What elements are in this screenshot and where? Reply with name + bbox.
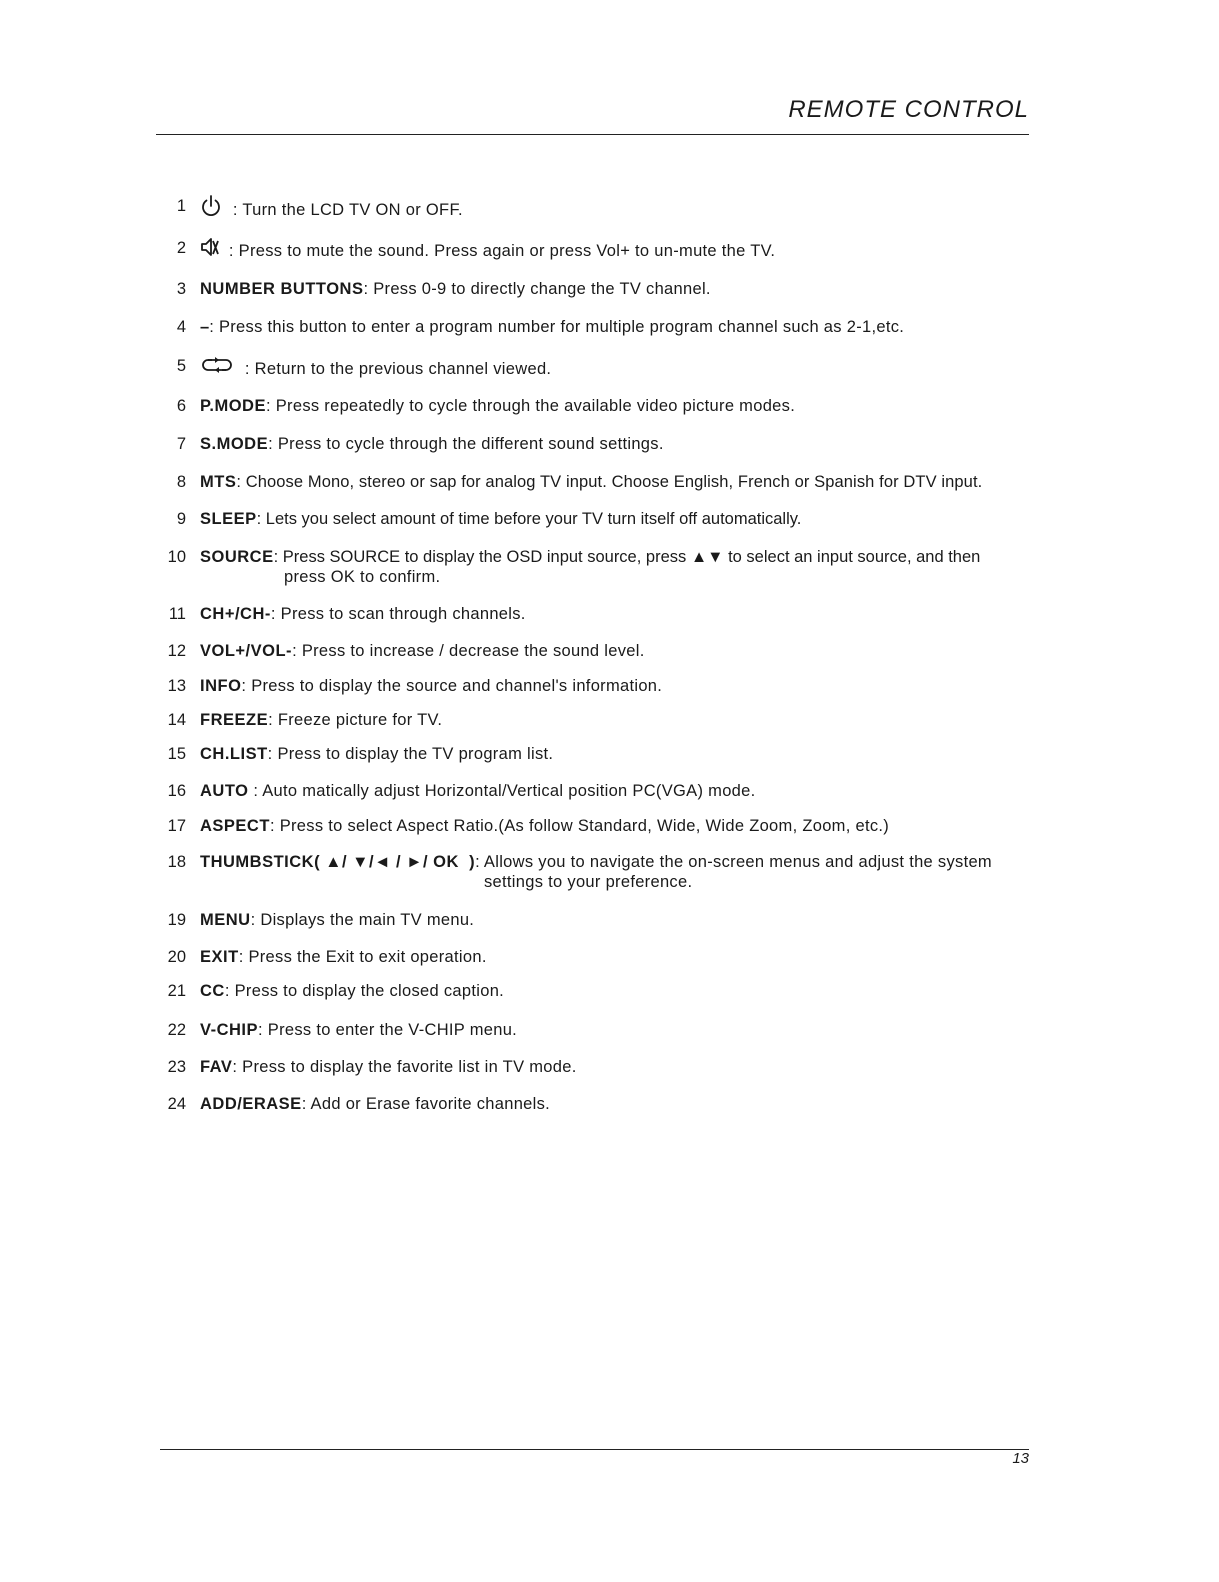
button-name: SOURCE bbox=[200, 548, 274, 566]
item-number: 4 bbox=[176, 318, 186, 336]
footer-divider bbox=[160, 1449, 1029, 1450]
button-name: MENU bbox=[200, 911, 251, 929]
item-number: 8 bbox=[176, 473, 186, 491]
button-name: CH+/CH- bbox=[200, 605, 271, 623]
button-name: P.MODE bbox=[200, 397, 266, 415]
item-number: 6 bbox=[176, 397, 186, 415]
item-description: : Choose Mono, stereo or sap for analog TV input. Choose English, French or Spanish for DTV input. bbox=[236, 473, 983, 491]
item-description: : Lets you select amount of time before your TV turn itself off automatically. bbox=[256, 510, 802, 528]
item-number: 5 bbox=[176, 357, 186, 375]
item-number: 18 bbox=[167, 853, 186, 871]
item-description: : Press to display the closed caption. bbox=[224, 982, 505, 1000]
item-description: : Press this button to enter a program number for multiple program channel such as 2-1,etc. bbox=[209, 318, 905, 336]
item-content bbox=[200, 356, 551, 383]
button-name: EXIT bbox=[200, 948, 239, 966]
item-content bbox=[200, 947, 487, 967]
item-description: : Press to select Aspect Ratio.(As follow Standard, Wide, Wide Zoom, Zoom, etc.) bbox=[269, 817, 890, 835]
button-name: NUMBER BUTTONS bbox=[200, 280, 364, 298]
item-description: : Press to increase / decrease the sound level. bbox=[292, 642, 645, 660]
item-description: : Press to scan through channels. bbox=[270, 605, 526, 623]
item-number: 7 bbox=[176, 435, 186, 453]
item-description-continued: press OK to confirm. bbox=[284, 568, 441, 586]
item-description: : Press to display the source and channel's information. bbox=[241, 677, 663, 695]
button-name: S.MODE bbox=[200, 435, 269, 453]
item-content bbox=[200, 852, 992, 892]
item-content bbox=[200, 1057, 577, 1077]
item-number: 11 bbox=[168, 605, 186, 623]
item-number: 2 bbox=[176, 239, 186, 257]
item-description: : Press 0-9 to directly change the TV channel. bbox=[363, 280, 711, 298]
item-number: 12 bbox=[167, 642, 186, 660]
item-content bbox=[200, 710, 442, 730]
item-description: : Press repeatedly to cycle through the available video picture modes. bbox=[265, 397, 796, 415]
button-name: V-CHIP bbox=[200, 1021, 259, 1039]
item-description: : Press to display the TV program list. bbox=[267, 745, 554, 763]
item-content bbox=[200, 744, 553, 764]
item-content bbox=[200, 279, 711, 299]
item-number: 1 bbox=[176, 197, 186, 215]
button-name: CH.LIST bbox=[200, 745, 268, 763]
item-number: 22 bbox=[167, 1021, 186, 1039]
item-description: : Press SOURCE to display the OSD input source, press ▲▼ to select an input source, and then bbox=[273, 548, 981, 566]
item-content bbox=[200, 472, 982, 492]
item-description: : Press to mute the sound. Press again or press Vol+ to un-mute the TV. bbox=[224, 241, 776, 260]
button-name: FREEZE bbox=[200, 711, 269, 729]
page-title: REMOTE CONTROL bbox=[788, 96, 1029, 123]
item-content bbox=[200, 1094, 550, 1114]
item-content bbox=[200, 238, 775, 265]
button-name: MTS bbox=[200, 473, 237, 491]
item-number: 21 bbox=[167, 982, 186, 1000]
item-number: 17 bbox=[167, 817, 186, 835]
item-number: 14 bbox=[167, 711, 186, 729]
item-number: 3 bbox=[176, 280, 186, 298]
item-description: : Turn the LCD TV ON or OFF. bbox=[228, 200, 463, 219]
button-name: ADD/ERASE bbox=[200, 1095, 302, 1113]
button-name: THUMBSTICK( ▲/ ▼/◄ / ►/ OK ) bbox=[200, 853, 476, 871]
item-number: 20 bbox=[167, 948, 186, 966]
item-description: : Press to cycle through the different sound settings. bbox=[268, 435, 664, 453]
button-name: SLEEP bbox=[200, 510, 257, 528]
item-description: : Return to the previous channel viewed. bbox=[240, 359, 552, 378]
button-name: VOL+/VOL- bbox=[200, 642, 293, 660]
item-number: 15 bbox=[167, 745, 186, 763]
button-name: CC bbox=[200, 982, 225, 1000]
item-content bbox=[200, 1020, 517, 1040]
item-number: 9 bbox=[176, 510, 186, 528]
button-name: INFO bbox=[200, 677, 242, 695]
button-name: AUTO bbox=[200, 782, 249, 800]
header-divider bbox=[156, 134, 1029, 135]
button-name: ASPECT bbox=[200, 817, 270, 835]
item-content bbox=[200, 396, 795, 416]
power-icon bbox=[200, 194, 222, 223]
dash-icon: – bbox=[200, 318, 210, 336]
recall-icon bbox=[200, 354, 234, 381]
item-content bbox=[200, 981, 504, 1001]
item-number: 24 bbox=[167, 1095, 186, 1113]
item-description: : Press to enter the V-CHIP menu. bbox=[258, 1021, 518, 1039]
button-name: FAV bbox=[200, 1058, 233, 1076]
item-description-continued: settings to your preference. bbox=[484, 873, 693, 891]
item-description: : Freeze picture for TV. bbox=[268, 711, 443, 729]
item-number: 10 bbox=[167, 548, 186, 566]
item-content bbox=[200, 676, 662, 696]
item-number: 23 bbox=[167, 1058, 186, 1076]
item-content bbox=[200, 317, 904, 337]
item-content bbox=[200, 547, 980, 587]
item-content bbox=[200, 910, 474, 930]
item-content bbox=[200, 816, 889, 836]
item-description: : Displays the main TV menu. bbox=[250, 911, 475, 929]
item-content bbox=[200, 641, 645, 661]
item-content bbox=[200, 196, 463, 225]
item-description: : Allows you to navigate the on-screen menus and adjust the system bbox=[475, 853, 992, 871]
item-number: 19 bbox=[167, 911, 186, 929]
item-description: : Auto matically adjust Horizontal/Vertical position PC(VGA) mode. bbox=[248, 782, 756, 800]
mute-icon bbox=[200, 236, 220, 263]
item-content bbox=[200, 509, 801, 529]
item-description: : Add or Erase favorite channels. bbox=[301, 1095, 551, 1113]
item-content bbox=[200, 781, 756, 801]
item-number: 16 bbox=[167, 782, 186, 800]
item-content bbox=[200, 434, 664, 454]
item-content bbox=[200, 604, 526, 624]
item-number: 13 bbox=[167, 677, 186, 695]
item-description: : Press the Exit to exit operation. bbox=[238, 948, 487, 966]
item-description: : Press to display the favorite list in TV mode. bbox=[232, 1058, 577, 1076]
page-number: 13 bbox=[1012, 1450, 1029, 1467]
